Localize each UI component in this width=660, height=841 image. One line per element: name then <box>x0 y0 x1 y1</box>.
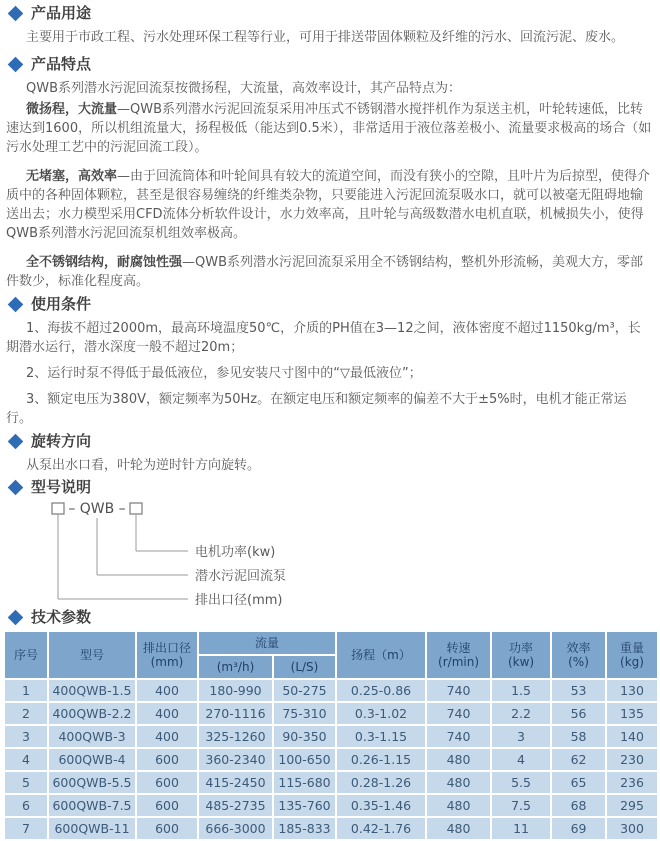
table-cell: 185-833 <box>273 817 336 840</box>
model-code-box-left <box>52 503 64 514</box>
col-header-speed <box>426 631 491 679</box>
table-cell: 480 <box>426 748 491 771</box>
section-title-rotation: 旋转方向 <box>31 432 92 450</box>
condition-item: 3、额定电压为380V，额定频率为50Hz。在额定电压和额定频率的偏差不大于±5%时，电机才能正常运行。 <box>6 392 627 426</box>
feature-paragraph <box>6 253 652 291</box>
section-heading-usage <box>8 4 660 22</box>
table-cell: 90-350 <box>273 725 336 748</box>
table-cell: 0.26-1.15 <box>336 748 426 771</box>
model-label-power: 电机功率(kw) <box>195 545 276 560</box>
table-cell: 1 <box>4 679 48 702</box>
col-header-head: 扬程（m） <box>336 631 426 679</box>
table-row <box>4 725 658 748</box>
col-header-speed-name: 转速 <box>446 641 471 655</box>
col-header-speed-unit: (r/min) <box>438 655 479 669</box>
section-heading-features <box>8 55 660 73</box>
table-cell: 400QWB-1.5 <box>48 679 136 702</box>
table-cell: 130 <box>606 679 658 702</box>
table-cell: 65 <box>551 771 606 794</box>
diamond-bullet-icon <box>8 5 24 21</box>
table-cell: 600 <box>136 794 198 817</box>
specs-table-body <box>4 679 658 840</box>
col-header-outlet <box>136 631 198 679</box>
table-cell: 7.5 <box>491 794 551 817</box>
model-code-diagram <box>22 498 452 608</box>
model-code-formula: – QWB – <box>68 501 126 517</box>
condition-item: 1、海拔不超过2000m，最高环境温度50℃，介质的PH值在3—12之间，液体密度不超过1150kg/m³，长期潜水运行，潜水深度一般不超过20m； <box>6 321 641 355</box>
table-cell: 5.5 <box>491 771 551 794</box>
table-cell: 480 <box>426 817 491 840</box>
col-header-weight-name: 重量 <box>620 641 645 655</box>
table-cell: 325-1260 <box>198 725 273 748</box>
table-cell: 230 <box>606 748 658 771</box>
table-cell: 0.25-0.86 <box>336 679 426 702</box>
feature-text: —QWB系列潜水污泥回流泵采用冲压式不锈钢潜水搅拌机作为泵送主机，叶轮转速低，比转速达到1600，所以机组流量大，扬程极低（能达到0.5米），非常适用于液位落差极小、流量要求极高的场合（如污水处理工艺中的污泥回流工段）。 <box>6 102 652 155</box>
table-cell: 740 <box>426 702 491 725</box>
model-code-box-right <box>130 503 142 514</box>
table-row <box>4 679 658 702</box>
table-cell: 740 <box>426 725 491 748</box>
diamond-bullet-icon <box>8 479 24 495</box>
col-header-no: 序号 <box>4 631 48 679</box>
feature-text: —由于回流筒体和叶轮间具有较大的流道空间，而没有狭小的空隙，且叶片为后掠型，使得介质中的各种固体颗粒，甚至是很容易缠绕的纤维类杂物，只要能进入污泥回流泵吸水口，就可以被毫无阻碍地输送出去；水力模型采用CFD流体分析软件设计，水力效率高，且叶轮与高级数潜水电机直联，机械损失小，使得QWB系列潜水污泥回流泵机组效率极高。 <box>6 169 651 241</box>
table-cell: 480 <box>426 794 491 817</box>
table-cell: 75-310 <box>273 702 336 725</box>
section-heading-conditions <box>8 295 660 313</box>
diamond-bullet-icon <box>8 433 24 449</box>
section-title-usage: 产品用途 <box>31 4 92 22</box>
table-cell: 400 <box>136 702 198 725</box>
usage-body: 主要用于市政工程、污水处理环保工程等行业，可用于排送带固体颗粒及纤维的污水、回流污泥、废水。 <box>26 30 625 45</box>
table-cell: 56 <box>551 702 606 725</box>
table-cell: 600 <box>136 817 198 840</box>
col-header-power-name: 功率 <box>509 641 534 655</box>
col-header-power-unit: (kw) <box>507 655 535 669</box>
table-cell: 600QWB-11 <box>48 817 136 840</box>
table-cell: 0.28-1.26 <box>336 771 426 794</box>
table-cell: 400QWB-3 <box>48 725 136 748</box>
section-heading-model <box>8 478 660 496</box>
feature-lead: 全不锈钢结构，耐腐蚀性强 <box>26 255 183 270</box>
section-heading-specs <box>8 608 660 626</box>
table-cell: 100-650 <box>273 748 336 771</box>
table-cell: 180-990 <box>198 679 273 702</box>
table-cell: 1.5 <box>491 679 551 702</box>
table-row <box>4 702 658 725</box>
col-header-efficiency-unit: (%) <box>568 655 589 669</box>
col-header-outlet-unit: (mm) <box>150 655 184 669</box>
table-cell: 600QWB-4 <box>48 748 136 771</box>
table-cell: 0.35-1.46 <box>336 794 426 817</box>
table-cell: 68 <box>551 794 606 817</box>
table-cell: 6 <box>4 794 48 817</box>
condition-item: 2、运行时泵不得低于最低液位，参见安装尺寸图中的“▽最低液位”； <box>26 366 422 381</box>
table-row <box>4 771 658 794</box>
table-cell: 0.42-1.76 <box>336 817 426 840</box>
diamond-bullet-icon <box>8 56 24 72</box>
table-row <box>4 748 658 771</box>
table-cell: 53 <box>551 679 606 702</box>
col-header-efficiency-name: 效率 <box>566 641 591 655</box>
table-cell: 400 <box>136 679 198 702</box>
col-header-weight <box>606 631 658 679</box>
feature-lead: 无堵塞，高效率 <box>26 169 118 184</box>
model-label-outlet: 排出口径(mm) <box>195 593 283 608</box>
table-cell: 4 <box>4 748 48 771</box>
col-header-outlet-name: 排出口径 <box>142 641 191 655</box>
table-cell: 300 <box>606 817 658 840</box>
table-cell: 140 <box>606 725 658 748</box>
features-intro: QWB系列潜水污泥回流泵按微扬程，大流量，高效率设计，其产品特点为： <box>26 81 462 96</box>
table-cell: 2.2 <box>491 702 551 725</box>
specs-table <box>3 630 659 841</box>
table-cell: 295 <box>606 794 658 817</box>
table-cell: 69 <box>551 817 606 840</box>
feature-text: —QWB系列潜水污泥回流泵采用全不锈钢结构，整机外形流畅，美观大方，零部件数少，标准化程度高。 <box>6 255 644 289</box>
table-row <box>4 817 658 840</box>
table-cell: 2 <box>4 702 48 725</box>
col-header-power <box>491 631 551 679</box>
table-row <box>4 794 658 817</box>
table-cell: 4 <box>491 748 551 771</box>
col-header-flow-m3h: (m³/h) <box>198 655 273 679</box>
table-cell: 600QWB-5.5 <box>48 771 136 794</box>
diamond-bullet-icon <box>8 609 24 625</box>
table-cell: 740 <box>426 679 491 702</box>
table-cell: 7 <box>4 817 48 840</box>
col-header-model: 型号 <box>48 631 136 679</box>
table-cell: 666-3000 <box>198 817 273 840</box>
table-cell: 400 <box>136 725 198 748</box>
rotation-body: 从泵出水口看，叶轮为逆时针方向旋转。 <box>26 458 261 473</box>
table-cell: 400QWB-2.2 <box>48 702 136 725</box>
col-header-flow: 流量 <box>198 631 336 655</box>
section-title-features: 产品特点 <box>31 55 92 73</box>
table-cell: 11 <box>491 817 551 840</box>
table-cell: 480 <box>426 771 491 794</box>
table-cell: 600 <box>136 748 198 771</box>
table-cell: 270-1116 <box>198 702 273 725</box>
table-cell: 360-2340 <box>198 748 273 771</box>
table-cell: 58 <box>551 725 606 748</box>
table-cell: 135 <box>606 702 658 725</box>
section-title-specs: 技术参数 <box>31 608 92 626</box>
table-cell: 485-2735 <box>198 794 273 817</box>
feature-paragraph <box>6 167 652 243</box>
feature-lead: 微扬程，大流量 <box>26 102 118 117</box>
table-cell: 115-680 <box>273 771 336 794</box>
col-header-weight-unit: (kg) <box>620 655 644 669</box>
table-cell: 415-2450 <box>198 771 273 794</box>
table-cell: 3 <box>4 725 48 748</box>
diamond-bullet-icon <box>8 296 24 312</box>
table-cell: 62 <box>551 748 606 771</box>
specs-table-head <box>4 631 658 679</box>
section-title-model: 型号说明 <box>31 478 92 496</box>
col-header-efficiency <box>551 631 606 679</box>
section-title-conditions: 使用条件 <box>31 295 92 313</box>
col-header-flow-ls: (L/S) <box>273 655 336 679</box>
table-cell: 3 <box>491 725 551 748</box>
table-cell: 600QWB-7.5 <box>48 794 136 817</box>
table-cell: 236 <box>606 771 658 794</box>
table-cell: 0.3-1.15 <box>336 725 426 748</box>
model-label-type: 潜水污泥回流泵 <box>195 569 287 584</box>
section-heading-rotation <box>8 432 660 450</box>
table-cell: 600 <box>136 771 198 794</box>
table-cell: 135-760 <box>273 794 336 817</box>
feature-paragraph <box>6 100 652 157</box>
table-cell: 50-275 <box>273 679 336 702</box>
table-cell: 0.3-1.02 <box>336 702 426 725</box>
table-cell: 5 <box>4 771 48 794</box>
